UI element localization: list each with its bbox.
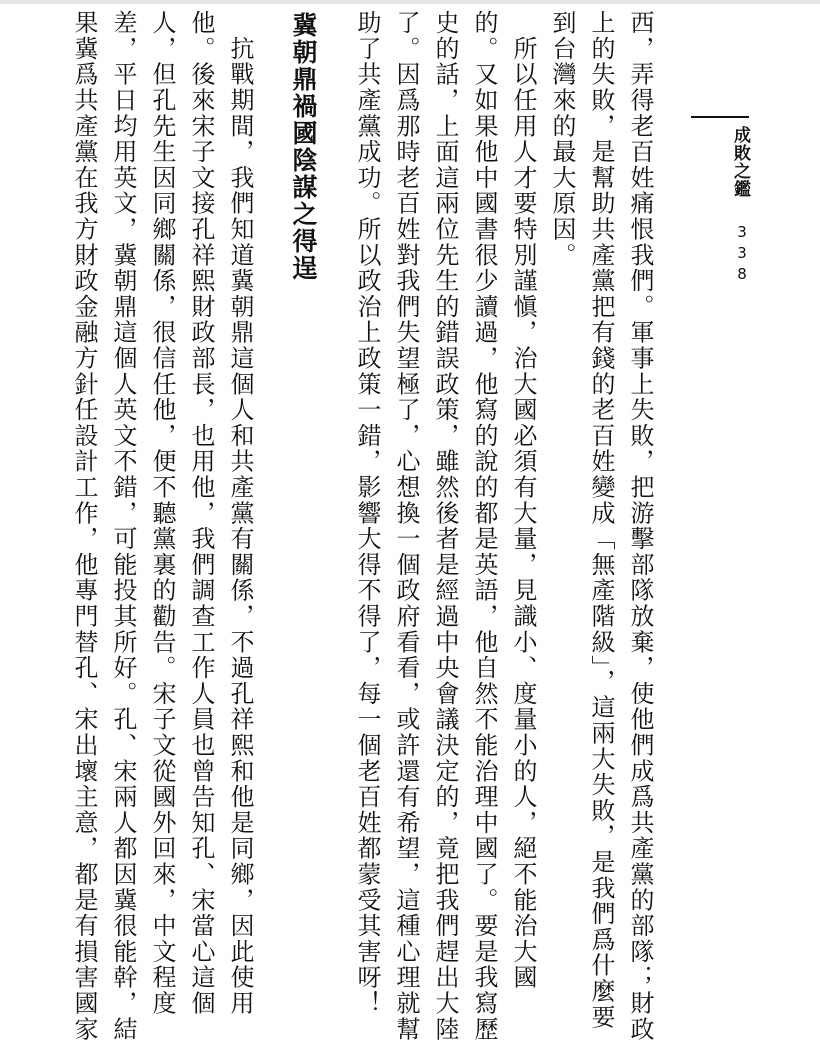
text-column-11: 人，但孔先生因同鄉關係，很信任他，便不聽黨裏的勸告。宋子文從國外回來，中文程度 bbox=[148, 10, 176, 1017]
text-column-3: 到台灣來的最大原因。 bbox=[548, 10, 576, 268]
text-column-9: 抗戰期間，我們知道冀朝鼎這個人和共產黨有關係，不過孔祥熙和他是同鄉，因此使用 bbox=[226, 10, 254, 1017]
page-number: 338 bbox=[733, 223, 751, 286]
text-column-6: 史的話，上面這兩位先生的錯誤政策，雖然後者是經過中央會議決定的，竟把我們趕出大陸 bbox=[431, 10, 459, 1042]
text-column-4: 所以任用人才要特別謹愼，治大國必須有大量，見識小、度量小的人，絕不能治大國 bbox=[509, 10, 537, 991]
text-column-8: 助了共產黨成功。所以政治上政策一錯，影響大得不得了，每一個老百姓都蒙受其害呀！ bbox=[353, 10, 381, 1017]
text-column-2: 上的失敗，是幫助共產黨把有錢的老百姓變成「無產階級」，這兩大失敗，是我們爲什麼要 bbox=[587, 10, 615, 1030]
running-header-book-title: 成敗之鑑 bbox=[730, 126, 750, 198]
section-heading: 冀朝鼎禍國陰謀之得逞 bbox=[289, 12, 318, 282]
text-column-12: 差，平日均用英文，冀朝鼎這個人英文不錯，可能投其所好。孔、宋兩人都因冀很能幹，結 bbox=[109, 10, 137, 1042]
text-column-7: 了。因爲那時老百姓對我們失望極了，心想換一個政府看看，或許還有希望，這種心理就幫 bbox=[392, 10, 420, 1042]
text-column-5: 的。又如果他中國書很少讀過，他寫的說的都是英語，他自然不能治理中國了。要是我寫歷 bbox=[470, 10, 498, 1042]
header-rule bbox=[691, 116, 749, 118]
text-column-1: 西，弄得老百姓痛恨我們。軍事上失敗，把游擊部隊放棄，使他們成爲共產黨的部隊；財政 bbox=[626, 10, 654, 1042]
text-column-10: 他。後來宋子文接孔祥熙財政部長，也用他，我們調查工作人員也曾告知孔、宋當心這個 bbox=[187, 10, 215, 1017]
text-column-13: 果冀爲共產黨在我方財政金融方針任設計工作，他專門替孔、宋出壞主意，都是有損害國家 bbox=[70, 10, 98, 1042]
